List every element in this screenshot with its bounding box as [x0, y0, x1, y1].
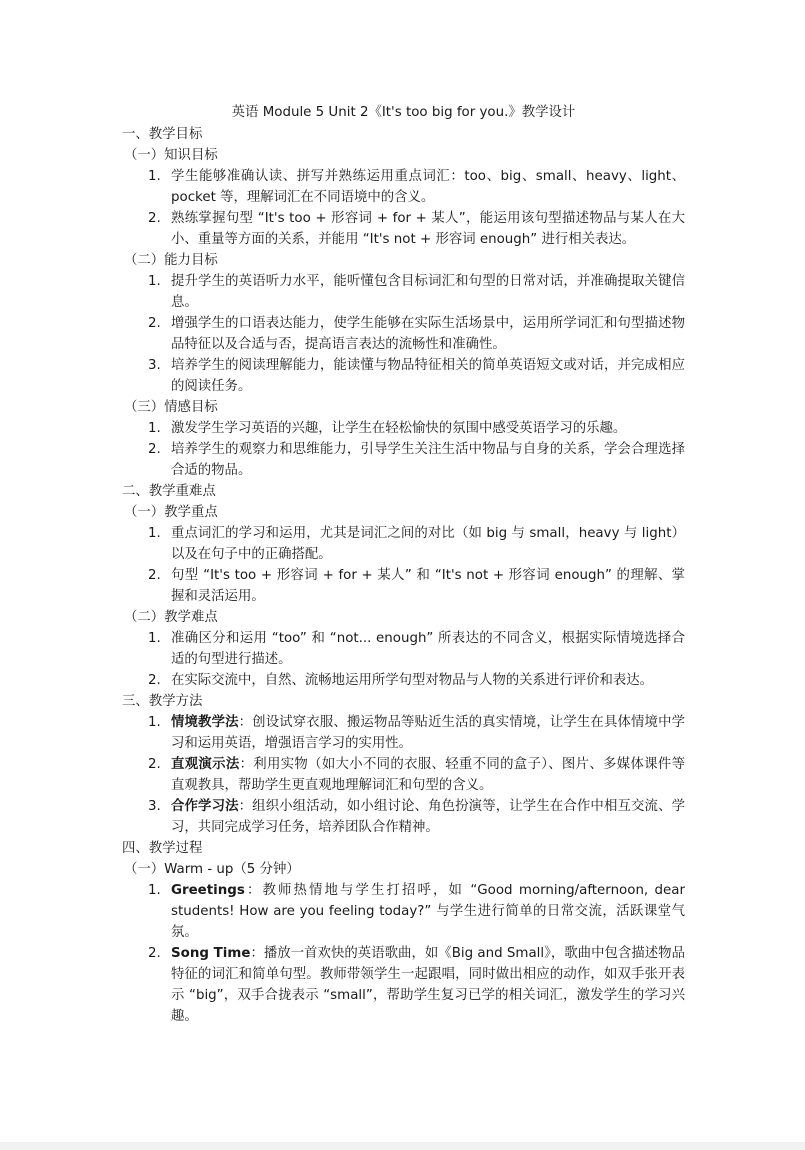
item-term: 合作学习法	[171, 799, 239, 814]
item-text: 培养学生的观察力和思维能力，引导学生关注生活中物品与自身的关系，学会合理选择合适的物品。	[171, 442, 685, 478]
item-text: 在实际交流中，自然、流畅地运用所学句型对物品与人物的关系进行评价和表达。	[171, 673, 654, 688]
document-title: 英语 Module 5 Unit 2《It's too big for you.》教学设计	[231, 105, 576, 120]
list-item	[122, 565, 685, 607]
item-term: 直观演示法	[171, 757, 240, 772]
item-number: 1.	[148, 421, 161, 436]
item-text: 熟练掌握句型 “It's too + 形容词 + for + 某人”，能运用该句型描述物品与某人在大小、重量等方面的关系，并能用 “It's not + 形容词 enough” 进行相关表达。	[171, 211, 685, 247]
list-item	[122, 439, 685, 481]
item-number: 2.	[148, 211, 161, 226]
item-text: 句型 “It's too + 形容词 + for + 某人” 和 “It's not + 形容词 enough” 的理解、掌握和灵活运用。	[171, 568, 685, 604]
item-number: 1.	[148, 631, 161, 646]
item-number: 1.	[148, 526, 161, 541]
item-text: 增强学生的口语表达能力，使学生能够在实际生活场景中，运用所学词汇和句型描述物品特征以及合适与否，提高语言表达的流畅性和准确性。	[171, 316, 685, 352]
section-heading: 四、教学过程	[122, 841, 203, 856]
item-text: 提升学生的英语听力水平，能听懂包含目标词汇和句型的日常对话，并准确提取关键信息。	[171, 274, 685, 310]
list-item	[122, 166, 685, 208]
list-item	[122, 880, 685, 943]
subsection-heading: （二）教学难点	[124, 610, 218, 625]
item-text: 重点词汇的学习和运用，尤其是词汇之间的对比（如 big 与 small，heavy 与 light）以及在句子中的正确搭配。	[171, 526, 685, 562]
item-text: 学生能够准确认读、拼写并熟练运用重点词汇：too、big、small、heavy、light、pocket 等，理解词汇在不同语境中的含义。	[171, 169, 685, 205]
item-number: 3.	[148, 358, 161, 373]
item-text: ：教师热情地与学生打招呼，如 “Good morning/afternoon, dear students! How are you feeling today?” 与学生进行简单的日常交流，活跃课堂气氛。	[171, 883, 685, 940]
item-number: 3.	[148, 799, 161, 814]
item-text: ：创设试穿衣服、搬运物品等贴近生活的真实情境，让学生在具体情境中学习和运用英语，增强语言学习的实用性。	[171, 715, 686, 751]
subsection-heading: （一）Warm - up（5 分钟）	[124, 862, 300, 877]
sections-container	[122, 124, 685, 1027]
subsection-heading: （一）知识目标	[124, 148, 218, 163]
list-item	[122, 355, 685, 397]
list-item	[122, 796, 685, 838]
list-item	[122, 628, 685, 670]
item-text: 准确区分和运用 “too” 和 “not... enough” 所表达的不同含义，根据实际情境选择合适的句型进行描述。	[171, 631, 685, 667]
item-number: 1.	[148, 883, 161, 898]
item-number: 1.	[148, 169, 161, 184]
item-text: ：组织小组活动，如小组讨论、角色扮演等，让学生在合作中相互交流、学习，共同完成学习任务，培养团队合作精神。	[171, 799, 686, 835]
item-text: ：利用实物（如大小不同的衣服、轻重不同的盒子）、图片、多媒体课件等直观教具，帮助学生更直观地理解词汇和句型的含义。	[171, 757, 685, 793]
item-number: 2.	[148, 673, 161, 688]
subsection-heading: （一）教学重点	[124, 505, 218, 520]
section-heading: 二、教学重难点	[122, 484, 216, 499]
document-body	[122, 102, 685, 1027]
subsection-heading: （二）能力目标	[124, 253, 218, 268]
item-term: Song Time	[171, 946, 251, 961]
list-item	[122, 313, 685, 355]
list-item	[122, 670, 685, 691]
list-item	[122, 271, 685, 313]
item-number: 2.	[148, 442, 161, 457]
item-number: 2.	[148, 316, 161, 331]
item-number: 1.	[148, 715, 161, 730]
list-item	[122, 943, 685, 1027]
item-text: ：播放一首欢快的英语歌曲，如《Big and Small》，歌曲中包含描述物品特征的词汇和简单句型。教师带领学生一起跟唱，同时做出相应的动作，如双手张开表示 “big”，双手合拢表示 “small”，帮助学生复习已学的相关词汇，激发学生的学习兴趣。	[171, 946, 685, 1024]
item-term: 情境教学法	[171, 715, 239, 730]
section-heading: 三、教学方法	[122, 694, 203, 709]
section-heading: 一、教学目标	[122, 127, 203, 142]
item-number: 2.	[148, 568, 161, 583]
list-item	[122, 712, 685, 754]
item-number: 2.	[148, 946, 161, 961]
list-item	[122, 208, 685, 250]
item-text: 激发学生学习英语的兴趣，让学生在轻松愉快的氛围中感受英语学习的乐趣。	[171, 421, 627, 436]
item-number: 1.	[148, 274, 161, 289]
item-term: Greetings	[171, 883, 245, 898]
list-item	[122, 523, 685, 565]
list-item	[122, 754, 685, 796]
list-item	[122, 418, 685, 439]
item-number: 2.	[148, 757, 161, 772]
subsection-heading: （三）情感目标	[124, 400, 218, 415]
item-text: 培养学生的阅读理解能力，能读懂与物品特征相关的简单英语短文或对话，并完成相应的阅读任务。	[171, 358, 685, 394]
